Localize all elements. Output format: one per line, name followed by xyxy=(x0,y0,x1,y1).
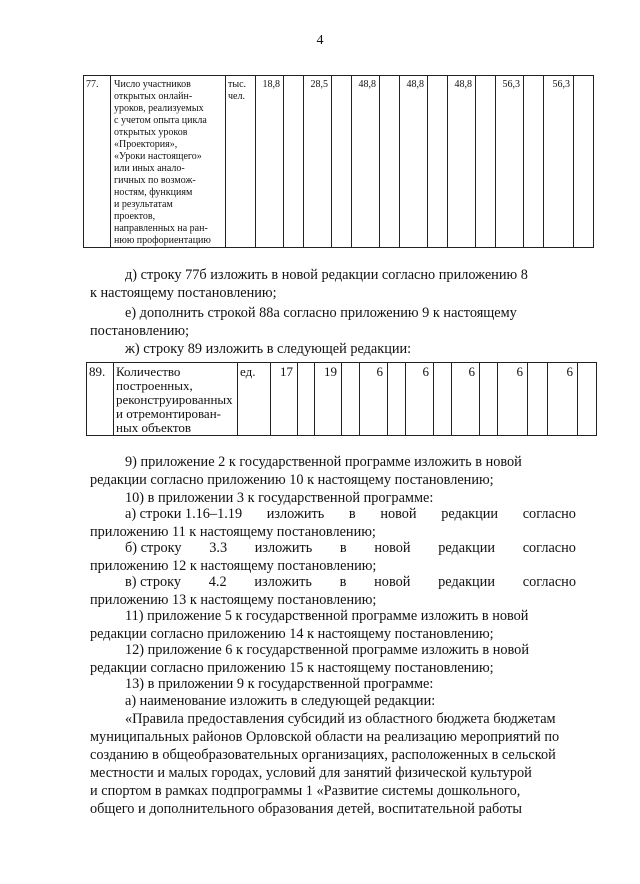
paragraph-9-line2: редакции согласно приложению 10 к настоящему постановлению; xyxy=(90,472,494,488)
paragraph-13: 13) в приложении 9 к государственной программе: xyxy=(125,676,434,692)
value-cell: 28,5 xyxy=(304,76,332,248)
value-cell: 6 xyxy=(452,363,480,436)
paragraph-10b-line2: приложению 12 к настоящему постановлению; xyxy=(90,558,377,574)
table-row-89 xyxy=(86,362,597,436)
paragraph-10a-line1: а) строки 1.16–1.19 изложить в новой редакции согласно xyxy=(125,506,576,522)
paragraph-11-line1: 11) приложение 5 к государственной программе изложить в новой xyxy=(125,608,529,624)
value-cell: 48,8 xyxy=(448,76,476,248)
paragraph-10: 10) в приложении 3 к государственной программе: xyxy=(125,490,434,506)
value-cell: 48,8 xyxy=(400,76,428,248)
quote-line-1: «Правила предоставления субсидий из областного бюджета бюджетам xyxy=(125,711,556,727)
paragraph-10b-line1: б) строку 3.3 изложить в новой редакции согласно xyxy=(125,540,576,556)
value-cell: 6 xyxy=(498,363,528,436)
page-number: 4 xyxy=(316,33,324,48)
value-cell: 6 xyxy=(548,363,578,436)
table-row-77 xyxy=(83,75,594,248)
row-number: 89. xyxy=(87,363,114,436)
paragraph-e-line2: постановлению; xyxy=(90,323,190,339)
paragraph-10c-line2: приложению 13 к настоящему постановлению; xyxy=(90,592,377,608)
quote-line-6: общего и дополнительного образования детей, воспитательной работы xyxy=(90,801,523,817)
value-cell: 56,3 xyxy=(544,76,574,248)
value-cell: 18,8 xyxy=(256,76,284,248)
quote-line-2: муниципальных районов Орловской области на реализацию мероприятий по xyxy=(90,729,560,745)
paragraph-11-line2: редакции согласно приложению 14 к настоящему постановлению; xyxy=(90,626,494,642)
paragraph-9-line1: 9) приложение 2 к государственной программе изложить в новой xyxy=(125,454,522,470)
paragraph-12-line2: редакции согласно приложению 15 к настоящему постановлению; xyxy=(90,660,494,676)
quote-line-3: созданию в общеобразовательных организациях, расположенных в сельской xyxy=(90,747,556,763)
value-cell: 6 xyxy=(406,363,434,436)
paragraph-10c-line1: в) строку 4.2 изложить в новой редакции согласно xyxy=(125,574,576,590)
value-cell: 6 xyxy=(360,363,388,436)
quote-line-4: местности и малых городах, условий для занятий физической культурой xyxy=(90,765,532,781)
paragraph-d-line1: д) строку 77б изложить в новой редакции согласно приложению 8 xyxy=(125,267,528,283)
quote-line-5: и спортом в рамках подпрограммы 1 «Развитие системы дошкольного, xyxy=(90,783,521,799)
paragraph-10a-line2: приложению 11 к настоящему постановлению; xyxy=(90,524,376,540)
row-number: 77. xyxy=(84,76,111,248)
unit: тыс. чел. xyxy=(226,76,256,248)
paragraph-e-line1: е) дополнить строкой 88а согласно приложению 9 к настоящему xyxy=(125,305,517,321)
indicator-description: Число участников открытых онлайн- уроков, реализуемых с учетом опыта цикла открытых уроков «Проектория», «Уроки настоящего» или иных анало- гичных по возмож- ностям, функциям и результатам проектов, направленных на ран- нюю профориентацию xyxy=(111,76,226,248)
paragraph-12-line1: 12) приложение 6 к государственной программе изложить в новой xyxy=(125,642,529,658)
unit: ед. xyxy=(238,363,271,436)
paragraph-13a: а) наименование изложить в следующей редакции: xyxy=(125,693,436,709)
paragraph-zh: ж) строку 89 изложить в следующей редакции: xyxy=(125,341,412,357)
value-cell: 56,3 xyxy=(496,76,524,248)
indicator-description: Количество построенных, реконструированных и отремонтирован- ных объектов xyxy=(114,363,238,436)
value-cell: 19 xyxy=(315,363,342,436)
value-cell: 48,8 xyxy=(352,76,380,248)
value-cell: 17 xyxy=(271,363,298,436)
paragraph-d-line2: к настоящему постановлению; xyxy=(90,285,277,301)
